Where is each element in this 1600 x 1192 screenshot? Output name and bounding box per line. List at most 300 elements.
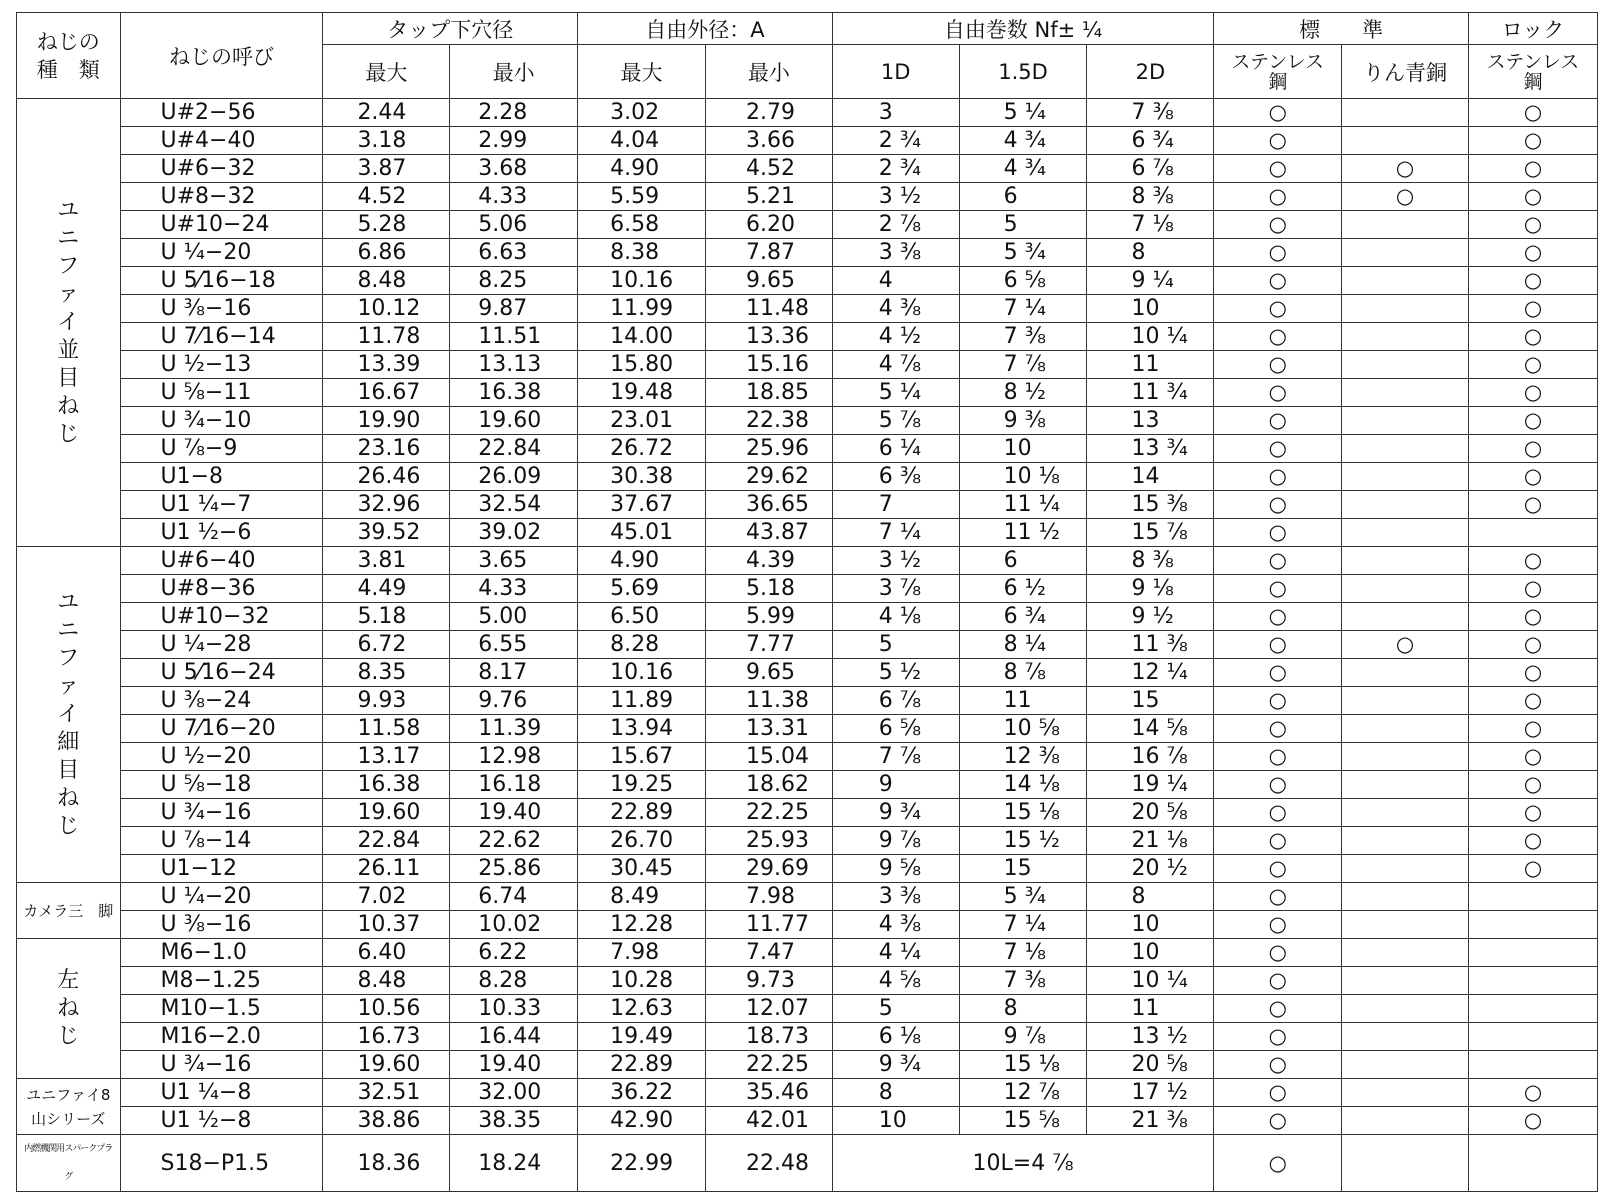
turns-2d-cell: 21 ⅛ [1087, 827, 1214, 855]
od-max-cell: 8.38 [578, 239, 706, 267]
od-max-cell: 8.28 [578, 631, 706, 659]
turns-2d-cell: 8 [1087, 239, 1214, 267]
thread-kind-label: 内燃機関用スパークプラグ [24, 1144, 113, 1182]
od-max-cell: 22.89 [578, 799, 706, 827]
standard-bronze-mark [1342, 1107, 1469, 1135]
tap-max-cell: 32.96 [323, 491, 450, 519]
turns-15d-cell: 7 ⅞ [959, 351, 1087, 379]
stainless-line2: 鋼 [1523, 70, 1543, 93]
standard-bronze-mark [1342, 715, 1469, 743]
turns-2d-cell: 16 ⅞ [1087, 743, 1214, 771]
header-row-top [17, 13, 1598, 45]
lock-stainless-mark [1468, 911, 1597, 939]
nominal-cell: U ⅝−11 [120, 379, 323, 407]
tap-min-cell: 26.09 [450, 463, 578, 491]
lock-stainless-mark: ○ [1468, 463, 1597, 491]
lock-stainless-mark: ○ [1468, 267, 1597, 295]
tap-min-cell: 13.13 [450, 351, 578, 379]
od-min-cell: 4.39 [705, 547, 832, 575]
thread-kind-label: ユ ニ フ ァ イ 細 目 ね じ [57, 589, 80, 839]
od-min-cell: 9.73 [705, 967, 832, 995]
nominal-cell: U 5⁄16−24 [120, 659, 323, 687]
tap-max-cell: 6.72 [323, 631, 450, 659]
turns-15d-cell: 5 ¾ [959, 239, 1087, 267]
turns-15d-cell: 8 ¼ [959, 631, 1087, 659]
turns-15d-cell: 11 [959, 687, 1087, 715]
turns-1d-cell: 4 ⅜ [832, 911, 959, 939]
turns-1d-cell: 4 ¼ [832, 939, 959, 967]
od-min-cell: 25.96 [705, 435, 832, 463]
od-min-cell: 7.77 [705, 631, 832, 659]
turns-1d-cell: 6 ⅛ [832, 1023, 959, 1051]
od-max-cell: 10.16 [578, 267, 706, 295]
tap-min-cell: 12.98 [450, 743, 578, 771]
standard-bronze-mark: ○ [1342, 155, 1469, 183]
table-row [17, 715, 1598, 743]
table-row [17, 911, 1598, 939]
turns-2d-cell: 13 ¾ [1087, 435, 1214, 463]
header-turns-1d: 1D [832, 45, 959, 99]
table-row [17, 239, 1598, 267]
turns-2d-cell: 9 ⅛ [1087, 575, 1214, 603]
standard-bronze-mark [1342, 743, 1469, 771]
tap-min-cell: 2.99 [450, 127, 578, 155]
turns-2d-cell: 11 [1087, 351, 1214, 379]
tap-max-cell: 5.28 [323, 211, 450, 239]
od-max-cell: 8.49 [578, 883, 706, 911]
tap-min-cell: 25.86 [450, 855, 578, 883]
nominal-cell: U#4−40 [120, 127, 323, 155]
turns-15d-cell: 7 ⅛ [959, 939, 1087, 967]
standard-stainless-mark: ○ [1214, 715, 1342, 743]
standard-bronze-mark [1342, 799, 1469, 827]
tap-max-cell: 38.86 [323, 1107, 450, 1135]
turns-1d-cell: 4 ½ [832, 323, 959, 351]
turns-1d-cell: 3 ⅜ [832, 239, 959, 267]
od-max-cell: 37.67 [578, 491, 706, 519]
standard-bronze-mark [1342, 883, 1469, 911]
od-max-cell: 3.02 [578, 99, 706, 127]
od-max-cell: 10.28 [578, 967, 706, 995]
od-min-cell: 29.62 [705, 463, 832, 491]
standard-stainless-mark: ○ [1214, 239, 1342, 267]
turns-15d-cell: 11 ¼ [959, 491, 1087, 519]
tap-min-cell: 8.17 [450, 659, 578, 687]
od-min-cell: 11.48 [705, 295, 832, 323]
nominal-cell: U1 ½−8 [120, 1107, 323, 1135]
header-lock-stainless [1468, 45, 1597, 99]
standard-bronze-mark [1342, 435, 1469, 463]
turns-2d-cell: 15 ⅜ [1087, 491, 1214, 519]
turns-15d-cell: 6 ¾ [959, 603, 1087, 631]
turns-1d-cell: 7 [832, 491, 959, 519]
lock-stainless-mark: ○ [1468, 743, 1597, 771]
standard-stainless-mark: ○ [1214, 99, 1342, 127]
nominal-cell: U#2−56 [120, 99, 323, 127]
tap-max-cell: 16.67 [323, 379, 450, 407]
lock-stainless-mark: ○ [1468, 491, 1597, 519]
od-max-cell: 7.98 [578, 939, 706, 967]
turns-15d-cell: 6 [959, 547, 1087, 575]
od-min-cell: 22.25 [705, 799, 832, 827]
od-min-cell: 18.85 [705, 379, 832, 407]
tap-min-cell: 19.40 [450, 799, 578, 827]
table-row [17, 1051, 1598, 1079]
turns-2d-cell: 20 ½ [1087, 855, 1214, 883]
turns-2d-cell: 7 ⅛ [1087, 211, 1214, 239]
lock-stainless-mark: ○ [1468, 687, 1597, 715]
standard-stainless-mark: ○ [1214, 407, 1342, 435]
lock-stainless-mark: ○ [1468, 575, 1597, 603]
standard-stainless-mark: ○ [1214, 519, 1342, 547]
turns-1d-cell: 4 ⅞ [832, 351, 959, 379]
turns-15d-cell: 14 ⅛ [959, 771, 1087, 799]
turns-merged-cell: 10L=4 ⅞ [832, 1135, 1214, 1192]
tap-min-cell: 32.54 [450, 491, 578, 519]
turns-2d-cell: 10 ¼ [1087, 967, 1214, 995]
table-row [17, 575, 1598, 603]
stainless-line2: 鋼 [1268, 70, 1288, 93]
od-min-cell: 22.25 [705, 1051, 832, 1079]
standard-bronze-mark [1342, 547, 1469, 575]
lock-stainless-mark: ○ [1468, 323, 1597, 351]
thread-spec-table [16, 12, 1598, 1192]
standard-stainless-mark: ○ [1214, 855, 1342, 883]
standard-bronze-mark: ○ [1342, 631, 1469, 659]
turns-15d-cell: 12 ⅜ [959, 743, 1087, 771]
tap-max-cell: 19.60 [323, 799, 450, 827]
standard-stainless-mark: ○ [1214, 995, 1342, 1023]
standard-bronze-mark [1342, 911, 1469, 939]
od-max-cell: 13.94 [578, 715, 706, 743]
tap-max-cell: 19.90 [323, 407, 450, 435]
tap-max-cell: 16.73 [323, 1023, 450, 1051]
turns-1d-cell: 2 ⅞ [832, 211, 959, 239]
standard-bronze-mark [1342, 967, 1469, 995]
turns-2d-cell: 21 ⅜ [1087, 1107, 1214, 1135]
lock-stainless-mark: ○ [1468, 99, 1597, 127]
turns-15d-cell: 8 ⅞ [959, 659, 1087, 687]
table-row [17, 1135, 1598, 1192]
thread-kind-label: カメラ三 脚 [23, 901, 114, 920]
table-row [17, 295, 1598, 323]
tap-max-cell: 26.46 [323, 463, 450, 491]
turns-2d-cell: 6 ⅞ [1087, 155, 1214, 183]
tap-max-cell: 8.48 [323, 267, 450, 295]
lock-stainless-mark [1468, 519, 1597, 547]
od-min-cell: 9.65 [705, 267, 832, 295]
tap-min-cell: 9.87 [450, 295, 578, 323]
standard-stainless-mark: ○ [1214, 603, 1342, 631]
table-row [17, 687, 1598, 715]
turns-2d-cell: 10 [1087, 295, 1214, 323]
turns-1d-cell: 5 ¼ [832, 379, 959, 407]
tap-max-cell: 10.12 [323, 295, 450, 323]
turns-15d-cell: 7 ⅜ [959, 967, 1087, 995]
od-min-cell: 29.69 [705, 855, 832, 883]
nominal-cell: U#6−40 [120, 547, 323, 575]
turns-15d-cell: 7 ¼ [959, 911, 1087, 939]
od-max-cell: 19.25 [578, 771, 706, 799]
standard-stainless-mark: ○ [1214, 659, 1342, 687]
turns-2d-cell: 17 ½ [1087, 1079, 1214, 1107]
tap-min-cell: 10.33 [450, 995, 578, 1023]
od-min-cell: 5.18 [705, 575, 832, 603]
tap-min-cell: 6.22 [450, 939, 578, 967]
table-row [17, 631, 1598, 659]
od-max-cell: 11.99 [578, 295, 706, 323]
table-row [17, 211, 1598, 239]
turns-1d-cell: 8 [832, 1079, 959, 1107]
header-thread-kind [17, 13, 121, 99]
standard-stainless-mark: ○ [1214, 379, 1342, 407]
od-max-cell: 4.90 [578, 547, 706, 575]
tap-max-cell: 22.84 [323, 827, 450, 855]
od-min-cell: 22.48 [705, 1135, 832, 1192]
tap-min-cell: 38.35 [450, 1107, 578, 1135]
lock-stainless-mark: ○ [1468, 1107, 1597, 1135]
lock-stainless-mark: ○ [1468, 295, 1597, 323]
turns-2d-cell: 8 ⅜ [1087, 183, 1214, 211]
table-row [17, 883, 1598, 911]
standard-bronze-mark [1342, 827, 1469, 855]
table-row [17, 379, 1598, 407]
od-max-cell: 19.48 [578, 379, 706, 407]
od-max-cell: 4.90 [578, 155, 706, 183]
turns-2d-cell: 9 ¼ [1087, 267, 1214, 295]
tap-max-cell: 6.86 [323, 239, 450, 267]
standard-bronze-mark [1342, 519, 1469, 547]
turns-1d-cell: 3 ½ [832, 183, 959, 211]
turns-15d-cell: 9 ⅜ [959, 407, 1087, 435]
standard-bronze-mark [1342, 939, 1469, 967]
turns-15d-cell: 5 ¾ [959, 883, 1087, 911]
lock-stainless-mark: ○ [1468, 715, 1597, 743]
tap-max-cell: 5.18 [323, 603, 450, 631]
standard-bronze-mark [1342, 211, 1469, 239]
header-nominal: ねじの呼び [120, 13, 323, 99]
turns-15d-cell: 15 ⅝ [959, 1107, 1087, 1135]
header-tap-min: 最小 [450, 45, 578, 99]
nominal-cell: U1 ¼−8 [120, 1079, 323, 1107]
od-max-cell: 14.00 [578, 323, 706, 351]
turns-15d-cell: 7 ⅜ [959, 323, 1087, 351]
nominal-cell: U ¾−16 [120, 799, 323, 827]
standard-stainless-mark: ○ [1214, 1107, 1342, 1135]
stainless-line1: ステンレス [1231, 50, 1325, 73]
tap-max-cell: 26.11 [323, 855, 450, 883]
table-row [17, 267, 1598, 295]
lock-stainless-mark: ○ [1468, 435, 1597, 463]
table-row [17, 855, 1598, 883]
nominal-cell: M10−1.5 [120, 995, 323, 1023]
turns-15d-cell: 4 ¾ [959, 155, 1087, 183]
nominal-cell: U 5⁄16−18 [120, 267, 323, 295]
nominal-cell: U ⅜−16 [120, 295, 323, 323]
nominal-cell: U ¼−28 [120, 631, 323, 659]
turns-1d-cell: 9 ⅞ [832, 827, 959, 855]
standard-stainless-mark: ○ [1214, 1023, 1342, 1051]
nominal-cell: M8−1.25 [120, 967, 323, 995]
header-turns-15d: 1.5D [959, 45, 1087, 99]
tap-min-cell: 8.25 [450, 267, 578, 295]
tap-max-cell: 7.02 [323, 883, 450, 911]
turns-2d-cell: 13 [1087, 407, 1214, 435]
thread-kind-label: 左 ね じ [57, 967, 80, 1049]
od-min-cell: 13.36 [705, 323, 832, 351]
nominal-cell: U#6−32 [120, 155, 323, 183]
turns-1d-cell: 3 [832, 99, 959, 127]
turns-2d-cell: 7 ⅜ [1087, 99, 1214, 127]
standard-bronze-mark [1342, 659, 1469, 687]
od-min-cell: 36.65 [705, 491, 832, 519]
od-min-cell: 4.52 [705, 155, 832, 183]
turns-1d-cell: 9 ¾ [832, 1051, 959, 1079]
od-min-cell: 43.87 [705, 519, 832, 547]
tap-min-cell: 3.65 [450, 547, 578, 575]
header-standard: 標 準 [1214, 13, 1469, 45]
turns-15d-cell: 10 ⅝ [959, 715, 1087, 743]
od-max-cell: 12.28 [578, 911, 706, 939]
standard-stainless-mark: ○ [1214, 267, 1342, 295]
nominal-cell: U#8−36 [120, 575, 323, 603]
turns-2d-cell: 11 ⅜ [1087, 631, 1214, 659]
thread-kind-cell [17, 547, 121, 883]
od-min-cell: 2.79 [705, 99, 832, 127]
nominal-cell: U1−12 [120, 855, 323, 883]
standard-bronze-mark [1342, 127, 1469, 155]
turns-1d-cell: 2 ¾ [832, 155, 959, 183]
table-row [17, 127, 1598, 155]
tap-max-cell: 11.58 [323, 715, 450, 743]
standard-bronze-mark [1342, 687, 1469, 715]
tap-min-cell: 8.28 [450, 967, 578, 995]
nominal-cell: U ½−13 [120, 351, 323, 379]
nominal-cell: U ½−20 [120, 743, 323, 771]
lock-stainless-mark: ○ [1468, 183, 1597, 211]
header-od-min: 最小 [705, 45, 832, 99]
tap-max-cell: 4.52 [323, 183, 450, 211]
turns-1d-cell: 6 ¼ [832, 435, 959, 463]
turns-1d-cell: 7 ⅞ [832, 743, 959, 771]
table-row [17, 967, 1598, 995]
standard-stainless-mark: ○ [1214, 1051, 1342, 1079]
od-min-cell: 11.38 [705, 687, 832, 715]
table-row [17, 995, 1598, 1023]
od-max-cell: 36.22 [578, 1079, 706, 1107]
turns-2d-cell: 13 ½ [1087, 1023, 1214, 1051]
od-min-cell: 35.46 [705, 1079, 832, 1107]
standard-stainless-mark: ○ [1214, 351, 1342, 379]
standard-stainless-mark: ○ [1214, 295, 1342, 323]
standard-stainless-mark: ○ [1214, 183, 1342, 211]
turns-1d-cell: 9 ¾ [832, 799, 959, 827]
tap-min-cell: 3.68 [450, 155, 578, 183]
turns-1d-cell: 4 ⅝ [832, 967, 959, 995]
turns-1d-cell: 6 ⅝ [832, 715, 959, 743]
nominal-cell: U ⅞−14 [120, 827, 323, 855]
standard-stainless-mark: ○ [1214, 1135, 1342, 1192]
tap-max-cell: 13.17 [323, 743, 450, 771]
standard-bronze-mark [1342, 995, 1469, 1023]
od-min-cell: 42.01 [705, 1107, 832, 1135]
header-lock: ロック [1468, 13, 1597, 45]
header-tap-drill: タップ下穴径 [323, 13, 578, 45]
nominal-cell: M16−2.0 [120, 1023, 323, 1051]
turns-1d-cell: 7 ¼ [832, 519, 959, 547]
thread-kind-cell [17, 1135, 121, 1192]
standard-bronze-mark [1342, 99, 1469, 127]
turns-15d-cell: 10 ⅛ [959, 463, 1087, 491]
lock-stainless-mark [1468, 883, 1597, 911]
od-min-cell: 22.38 [705, 407, 832, 435]
standard-stainless-mark: ○ [1214, 911, 1342, 939]
turns-2d-cell: 15 [1087, 687, 1214, 715]
table-row [17, 183, 1598, 211]
tap-min-cell: 11.39 [450, 715, 578, 743]
tap-min-cell: 32.00 [450, 1079, 578, 1107]
tap-min-cell: 39.02 [450, 519, 578, 547]
standard-bronze-mark: ○ [1342, 183, 1469, 211]
turns-1d-cell: 5 ½ [832, 659, 959, 687]
lock-stainless-mark: ○ [1468, 379, 1597, 407]
tap-min-cell: 22.84 [450, 435, 578, 463]
od-max-cell: 12.63 [578, 995, 706, 1023]
od-max-cell: 30.38 [578, 463, 706, 491]
tap-min-cell: 11.51 [450, 323, 578, 351]
turns-15d-cell: 10 [959, 435, 1087, 463]
lock-stainless-mark: ○ [1468, 127, 1597, 155]
tap-max-cell: 19.60 [323, 1051, 450, 1079]
stainless-line1: ステンレス [1486, 50, 1580, 73]
od-max-cell: 15.80 [578, 351, 706, 379]
od-max-cell: 45.01 [578, 519, 706, 547]
od-min-cell: 11.77 [705, 911, 832, 939]
turns-15d-cell: 15 ⅛ [959, 1051, 1087, 1079]
lock-stainless-mark: ○ [1468, 603, 1597, 631]
tap-min-cell: 10.02 [450, 911, 578, 939]
od-min-cell: 18.73 [705, 1023, 832, 1051]
table-row [17, 155, 1598, 183]
od-min-cell: 25.93 [705, 827, 832, 855]
turns-15d-cell: 5 ¼ [959, 99, 1087, 127]
nominal-cell: U 7⁄16−20 [120, 715, 323, 743]
od-max-cell: 4.04 [578, 127, 706, 155]
standard-stainless-mark: ○ [1214, 575, 1342, 603]
standard-stainless-mark: ○ [1214, 547, 1342, 575]
table-row [17, 351, 1598, 379]
turns-1d-cell: 3 ⅞ [832, 575, 959, 603]
turns-1d-cell: 5 [832, 631, 959, 659]
tap-max-cell: 4.49 [323, 575, 450, 603]
table-row [17, 771, 1598, 799]
header-standard-stainless [1214, 45, 1342, 99]
od-min-cell: 6.20 [705, 211, 832, 239]
tap-max-cell: 11.78 [323, 323, 450, 351]
nominal-cell: U ⅜−24 [120, 687, 323, 715]
standard-stainless-mark: ○ [1214, 211, 1342, 239]
tap-max-cell: 16.38 [323, 771, 450, 799]
tap-min-cell: 19.60 [450, 407, 578, 435]
tap-max-cell: 6.40 [323, 939, 450, 967]
nominal-cell: U#10−32 [120, 603, 323, 631]
nominal-cell: U ¾−16 [120, 1051, 323, 1079]
tap-max-cell: 3.81 [323, 547, 450, 575]
lock-stainless-mark: ○ [1468, 827, 1597, 855]
od-min-cell: 15.04 [705, 743, 832, 771]
od-max-cell: 6.50 [578, 603, 706, 631]
od-max-cell: 26.70 [578, 827, 706, 855]
